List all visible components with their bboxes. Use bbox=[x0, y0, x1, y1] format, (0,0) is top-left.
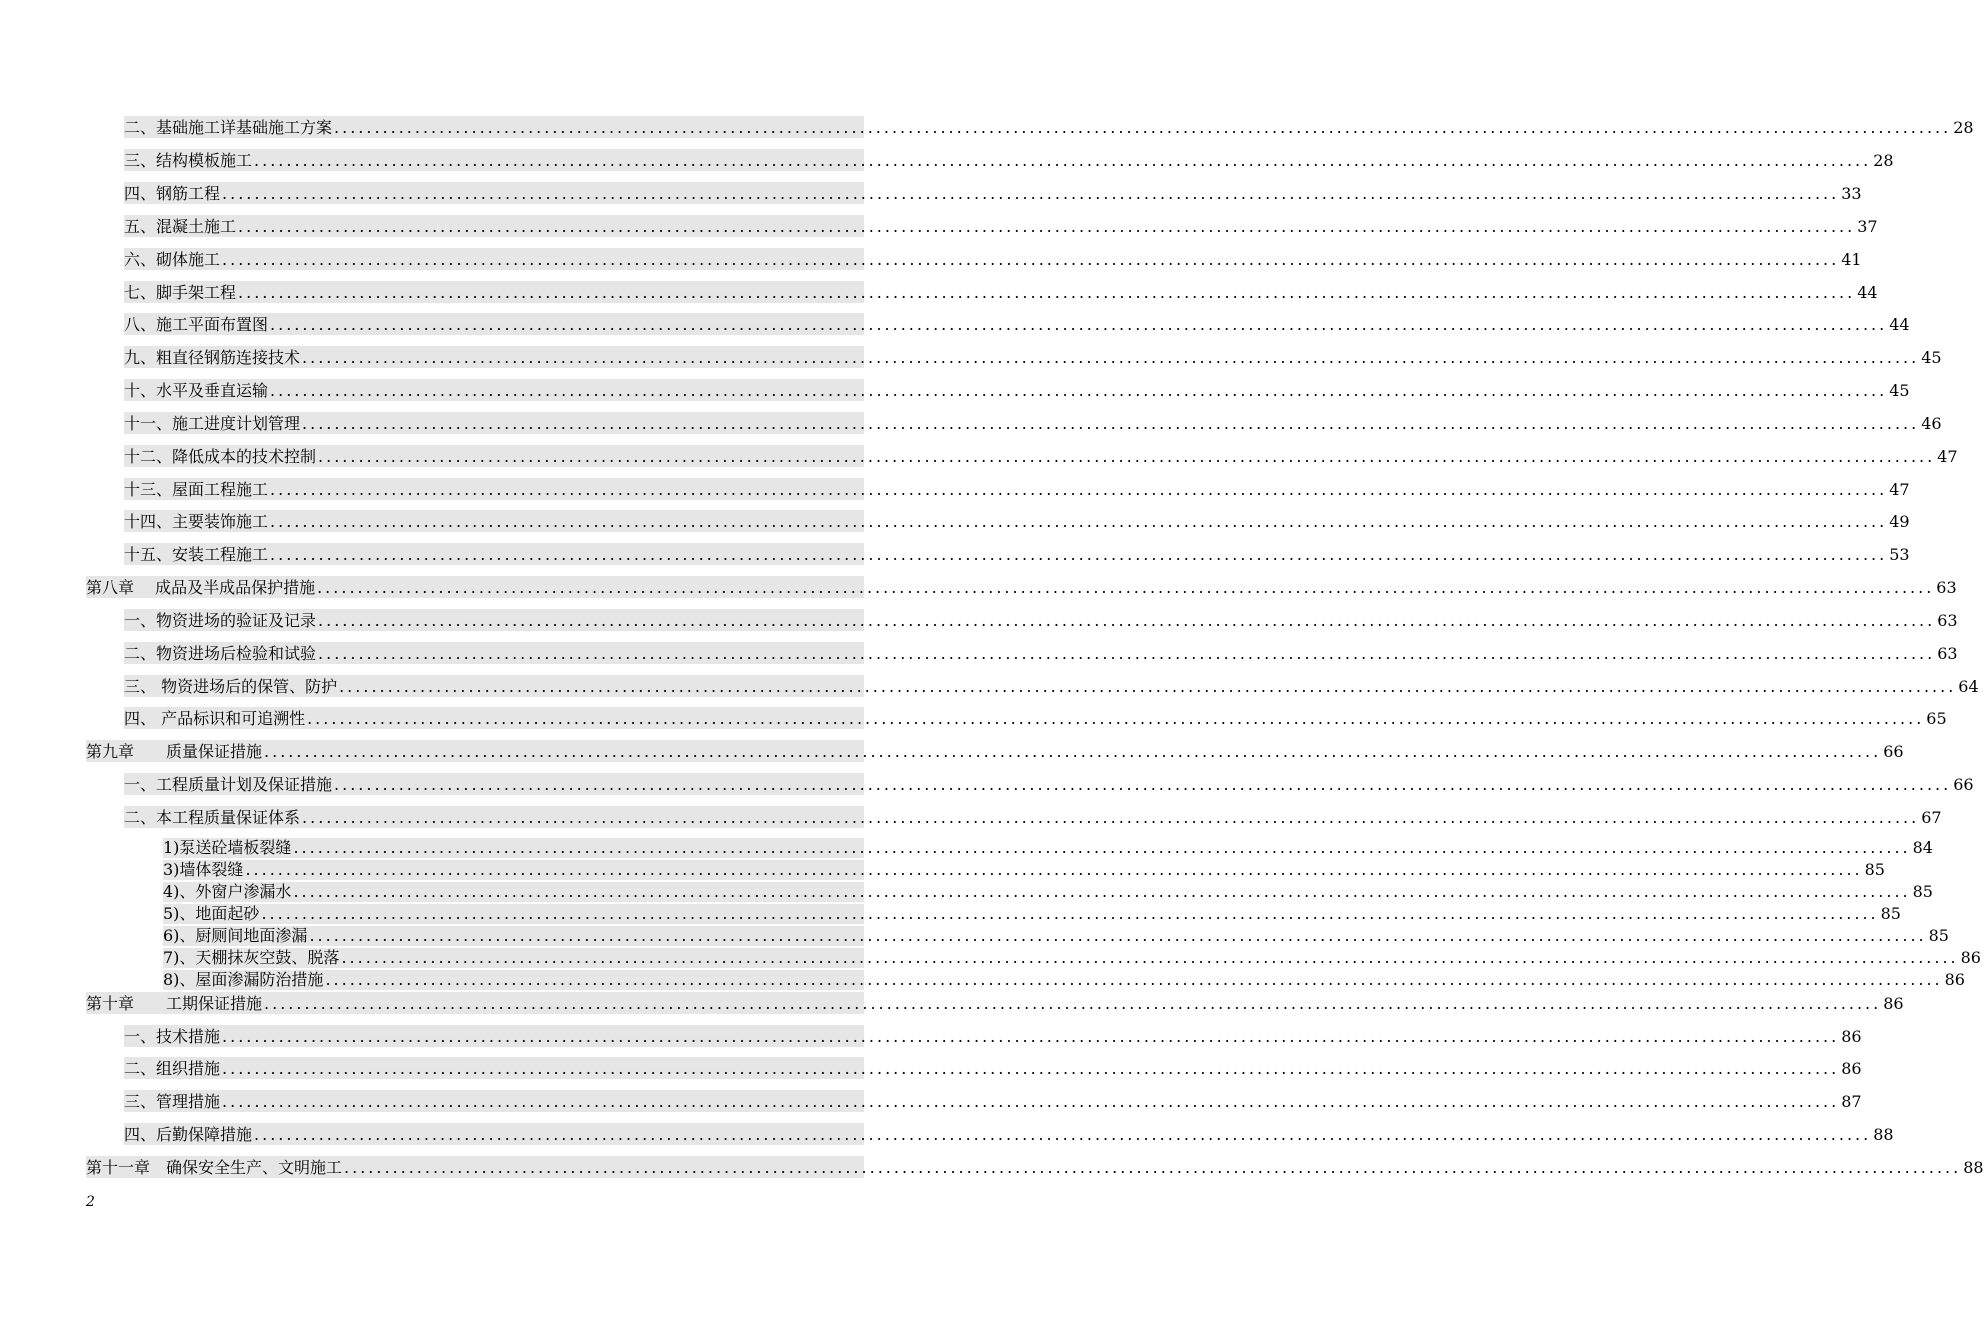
toc-entry-label: 1)泵送砼墙板裂缝 bbox=[163, 838, 292, 857]
toc-dot-leader: ........................................................................................................................................................................................................ bbox=[293, 838, 1911, 857]
toc-dot-leader: ........................................................................................................................................................................................................ bbox=[261, 904, 1879, 923]
toc-dot-leader: ........................................................................................................................................................................................................ bbox=[222, 1059, 1840, 1078]
toc-section-entry[interactable] bbox=[124, 379, 1910, 401]
toc-entry-page: 45 bbox=[1921, 348, 1942, 367]
toc-entry-label: 5)、地面起砂 bbox=[163, 904, 260, 923]
toc-entry-label: 第八章 成品及半成品保护措施 bbox=[86, 578, 316, 597]
toc-chapter-entry[interactable] bbox=[86, 740, 1904, 762]
toc-sub-entry[interactable] bbox=[163, 882, 1933, 902]
toc-entry-page: 63 bbox=[1937, 644, 1958, 663]
toc-entry-label: 八、施工平面布置图 bbox=[124, 315, 269, 334]
toc-entry-page: 88 bbox=[1963, 1158, 1984, 1177]
toc-entry-page: 66 bbox=[1953, 775, 1974, 794]
toc-entry-label: 3)墙体裂缝 bbox=[163, 860, 244, 879]
toc-section-entry[interactable] bbox=[124, 149, 1894, 171]
toc-section-entry[interactable] bbox=[124, 478, 1910, 500]
toc-section-entry[interactable] bbox=[124, 182, 1862, 204]
toc-entry-label: 第九章 质量保证措施 bbox=[86, 742, 263, 761]
toc-section-entry[interactable] bbox=[124, 1057, 1862, 1079]
toc-entry-label: 6)、厨厕间地面渗漏 bbox=[163, 926, 308, 945]
toc-dot-leader: ........................................................................................................................................................................................................ bbox=[318, 611, 1936, 630]
toc-entry-page: 86 bbox=[1841, 1027, 1862, 1046]
toc-dot-leader: ........................................................................................................................................................................................................ bbox=[344, 1158, 1962, 1177]
toc-dot-leader: ........................................................................................................................................................................................................ bbox=[339, 677, 1957, 696]
toc-section-entry[interactable] bbox=[124, 1123, 1894, 1145]
toc-sub-entry[interactable] bbox=[163, 926, 1949, 946]
toc-dot-leader: ........................................................................................................................................................................................................ bbox=[245, 860, 1863, 879]
toc-entry-page: 63 bbox=[1936, 578, 1957, 597]
toc-dot-leader: ........................................................................................................................................................................................................ bbox=[238, 217, 1856, 236]
toc-sub-entry[interactable] bbox=[163, 860, 1885, 880]
toc-entry-label: 十一、施工进度计划管理 bbox=[124, 414, 301, 433]
toc-dot-leader: ........................................................................................................................................................................................................ bbox=[309, 926, 1927, 945]
toc-entry-page: 63 bbox=[1937, 611, 1958, 630]
toc-section-entry[interactable] bbox=[124, 1090, 1862, 1112]
toc-entry-label: 第十章 工期保证措施 bbox=[86, 994, 263, 1013]
toc-chapter-entry[interactable] bbox=[86, 576, 1957, 598]
toc-section-entry[interactable] bbox=[124, 412, 1942, 434]
toc-section-entry[interactable] bbox=[124, 609, 1958, 631]
toc-section-entry[interactable] bbox=[124, 116, 1974, 138]
toc-entry-page: 85 bbox=[1928, 926, 1949, 945]
toc-dot-leader: ........................................................................................................................................................................................................ bbox=[317, 578, 1935, 597]
toc-dot-leader: ........................................................................................................................................................................................................ bbox=[318, 447, 1936, 466]
toc-entry-page: 53 bbox=[1889, 545, 1910, 564]
toc-entry-page: 45 bbox=[1889, 381, 1910, 400]
toc-dot-leader: ........................................................................................................................................................................................................ bbox=[341, 948, 1959, 967]
toc-section-entry[interactable] bbox=[124, 675, 1979, 697]
toc-entry-label: 二、本工程质量保证体系 bbox=[124, 808, 301, 827]
toc-dot-leader: ........................................................................................................................................................................................................ bbox=[254, 1125, 1872, 1144]
toc-dot-leader: ........................................................................................................................................................................................................ bbox=[222, 184, 1840, 203]
toc-chapter-entry[interactable] bbox=[86, 992, 1904, 1014]
toc-entry-label: 十四、主要装饰施工 bbox=[124, 512, 269, 531]
toc-dot-leader: ........................................................................................................................................................................................................ bbox=[334, 118, 1952, 137]
footer-page-number: 2 bbox=[86, 1194, 95, 1210]
toc-entry-label: 第十一章 确保安全生产、文明施工 bbox=[86, 1158, 343, 1177]
toc-entry-page: 47 bbox=[1889, 480, 1910, 499]
toc-entry-label: 一、技术措施 bbox=[124, 1027, 221, 1046]
toc-sub-entry[interactable] bbox=[163, 904, 1901, 924]
toc-dot-leader: ........................................................................................................................................................................................................ bbox=[334, 775, 1952, 794]
toc-entry-page: 46 bbox=[1921, 414, 1942, 433]
toc-entry-page: 28 bbox=[1873, 151, 1894, 170]
toc-entry-label: 四、 产品标识和可追溯性 bbox=[124, 709, 306, 728]
toc-dot-leader: ........................................................................................................................................................................................................ bbox=[270, 545, 1888, 564]
toc-entry-label: 三、管理措施 bbox=[124, 1092, 221, 1111]
toc-entry-page: 88 bbox=[1873, 1125, 1894, 1144]
toc-entry-page: 37 bbox=[1857, 217, 1878, 236]
toc-entry-label: 十二、降低成本的技术控制 bbox=[124, 447, 317, 466]
toc-entry-page: 49 bbox=[1889, 512, 1910, 531]
toc-entry-page: 86 bbox=[1841, 1059, 1862, 1078]
toc-entry-page: 44 bbox=[1889, 315, 1910, 334]
toc-dot-leader: ........................................................................................................................................................................................................ bbox=[254, 151, 1872, 170]
toc-entry-label: 十三、屋面工程施工 bbox=[124, 480, 269, 499]
toc-entry-label: 五、混凝土施工 bbox=[124, 217, 237, 236]
toc-section-entry[interactable] bbox=[124, 773, 1974, 795]
toc-entry-label: 二、物资进场后检验和试验 bbox=[124, 644, 317, 663]
toc-dot-leader: ........................................................................................................................................................................................................ bbox=[270, 315, 1888, 334]
toc-entry-label: 十、水平及垂直运输 bbox=[124, 381, 269, 400]
toc-entry-label: 四、后勤保障措施 bbox=[124, 1125, 253, 1144]
toc-section-entry[interactable] bbox=[124, 510, 1910, 532]
toc-entry-label: 8)、屋面渗漏防治措施 bbox=[163, 970, 324, 989]
toc-sub-entry[interactable] bbox=[163, 948, 1981, 968]
toc-section-entry[interactable] bbox=[124, 642, 1958, 664]
toc-entry-label: 四、钢筋工程 bbox=[124, 184, 221, 203]
toc-dot-leader: ........................................................................................................................................................................................................ bbox=[222, 250, 1840, 269]
toc-entry-page: 41 bbox=[1841, 250, 1862, 269]
toc-dot-leader: ........................................................................................................................................................................................................ bbox=[293, 882, 1911, 901]
toc-entry-page: 33 bbox=[1841, 184, 1862, 203]
toc-entry-page: 86 bbox=[1883, 994, 1904, 1013]
toc-sub-entry[interactable] bbox=[163, 970, 1965, 990]
toc-dot-leader: ........................................................................................................................................................................................................ bbox=[270, 480, 1888, 499]
toc-entry-page: 85 bbox=[1880, 904, 1901, 923]
toc-dot-leader: ........................................................................................................................................................................................................ bbox=[325, 970, 1943, 989]
toc-section-entry[interactable] bbox=[124, 543, 1910, 565]
toc-chapter-entry[interactable] bbox=[86, 1156, 1984, 1178]
toc-entry-label: 二、组织措施 bbox=[124, 1059, 221, 1078]
toc-dot-leader: ........................................................................................................................................................................................................ bbox=[270, 381, 1888, 400]
toc-dot-leader: ........................................................................................................................................................................................................ bbox=[302, 808, 1920, 827]
toc-entry-label: 二、基础施工详基础施工方案 bbox=[124, 118, 333, 137]
toc-entry-label: 七、脚手架工程 bbox=[124, 283, 237, 302]
toc-entry-page: 86 bbox=[1944, 970, 1965, 989]
toc-dot-leader: ........................................................................................................................................................................................................ bbox=[302, 414, 1920, 433]
toc-entry-label: 一、物资进场的验证及记录 bbox=[124, 611, 317, 630]
toc-entry-label: 三、 物资进场后的保管、防护 bbox=[124, 677, 338, 696]
toc-entry-page: 44 bbox=[1857, 283, 1878, 302]
toc-entry-page: 47 bbox=[1937, 447, 1958, 466]
toc-entry-page: 84 bbox=[1912, 838, 1933, 857]
toc-entry-label: 一、工程质量计划及保证措施 bbox=[124, 775, 333, 794]
toc-entry-page: 85 bbox=[1912, 882, 1933, 901]
toc-section-entry[interactable] bbox=[124, 707, 1947, 729]
toc-dot-leader: ........................................................................................................................................................................................................ bbox=[318, 644, 1936, 663]
toc-entry-label: 十五、安装工程施工 bbox=[124, 545, 269, 564]
toc-entry-page: 28 bbox=[1953, 118, 1974, 137]
toc-entry-label: 九、粗直径钢筋连接技术 bbox=[124, 348, 301, 367]
toc-dot-leader: ........................................................................................................................................................................................................ bbox=[238, 283, 1856, 302]
toc-dot-leader: ........................................................................................................................................................................................................ bbox=[264, 742, 1882, 761]
toc-dot-leader: ........................................................................................................................................................................................................ bbox=[270, 512, 1888, 531]
toc-section-entry[interactable] bbox=[124, 346, 1942, 368]
toc-entry-label: 六、砌体施工 bbox=[124, 250, 221, 269]
toc-sub-entry[interactable] bbox=[163, 838, 1933, 858]
toc-entry-page: 87 bbox=[1841, 1092, 1862, 1111]
toc-dot-leader: ........................................................................................................................................................................................................ bbox=[302, 348, 1920, 367]
toc-dot-leader: ........................................................................................................................................................................................................ bbox=[222, 1092, 1840, 1111]
toc-entry-page: 67 bbox=[1921, 808, 1942, 827]
toc-section-entry[interactable] bbox=[124, 215, 1878, 237]
toc-entry-page: 65 bbox=[1926, 709, 1947, 728]
toc-entry-label: 7)、天棚抹灰空鼓、脱落 bbox=[163, 948, 340, 967]
toc-dot-leader: ........................................................................................................................................................................................................ bbox=[264, 994, 1882, 1013]
toc-entry-page: 64 bbox=[1958, 677, 1979, 696]
toc-section-entry[interactable] bbox=[124, 1025, 1862, 1047]
toc-section-entry[interactable] bbox=[124, 313, 1910, 335]
toc-section-entry[interactable] bbox=[124, 248, 1862, 270]
toc-dot-leader: ........................................................................................................................................................................................................ bbox=[222, 1027, 1840, 1046]
toc-entry-label: 4)、外窗户渗漏水 bbox=[163, 882, 292, 901]
toc-section-entry[interactable] bbox=[124, 806, 1942, 828]
toc-entry-label: 三、结构模板施工 bbox=[124, 151, 253, 170]
toc-section-entry[interactable] bbox=[124, 445, 1958, 467]
toc-entry-page: 85 bbox=[1864, 860, 1885, 879]
toc-entry-page: 86 bbox=[1960, 948, 1981, 967]
toc-entry-page: 66 bbox=[1883, 742, 1904, 761]
toc-section-entry[interactable] bbox=[124, 281, 1878, 303]
toc-dot-leader: ........................................................................................................................................................................................................ bbox=[307, 709, 1925, 728]
